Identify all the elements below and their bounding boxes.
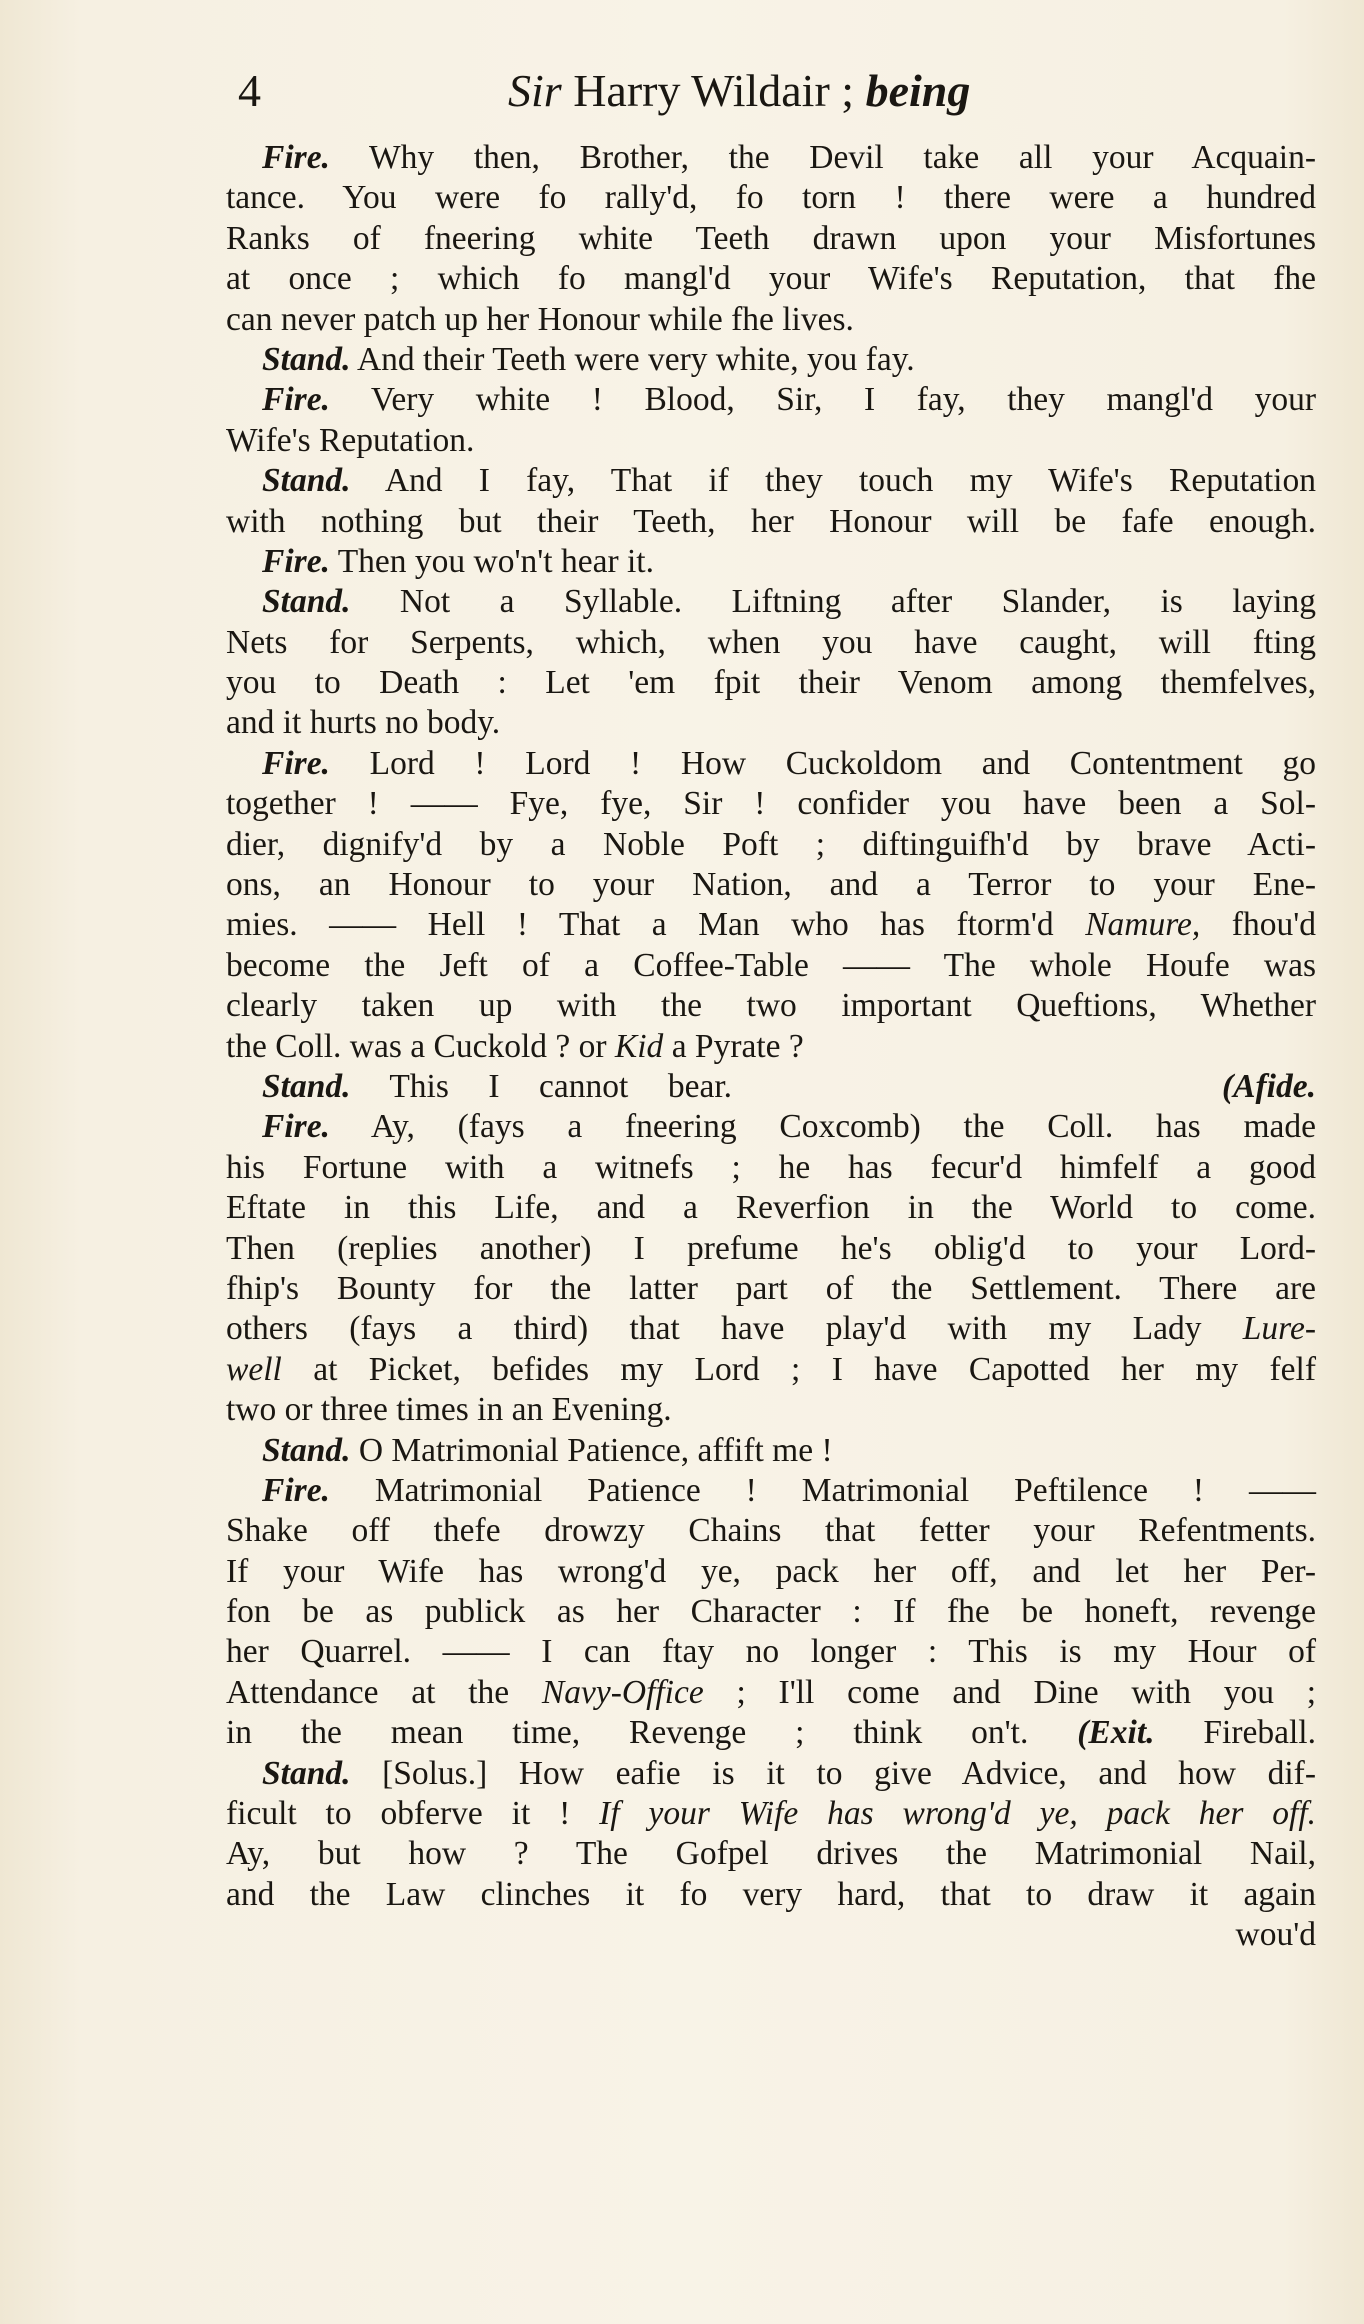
text-line	[226, 1188, 1316, 1228]
italic-text: Namure,	[1085, 906, 1201, 944]
line-text: Not a Syllable. Liftning after Slander, is laying	[350, 583, 1316, 621]
text-line	[226, 259, 1316, 299]
stage-direction: (Exit.	[1077, 1714, 1155, 1752]
text-line	[226, 1350, 1316, 1390]
line-text: Nets for Serpents, which, when you have caught, will fting	[226, 623, 1316, 661]
italic-text: Navy-Office	[541, 1673, 704, 1711]
text-line	[226, 865, 1316, 905]
running-title-main: Harry Wildair ;	[561, 65, 866, 116]
page-number: 4	[238, 65, 261, 116]
speaker-name: Fire.	[262, 139, 330, 176]
speaker-name: Fire.	[262, 542, 330, 580]
line-text: at Picket, befides my Lord ; I have Capotted her my felf	[281, 1350, 1316, 1388]
line-text: in the mean time, Revenge ; think on't.	[226, 1714, 1029, 1752]
line-text: two or three times in an Evening.	[226, 1391, 672, 1429]
play-text	[226, 138, 1316, 1956]
text-line	[226, 1834, 1316, 1874]
speaker-name: Stand.	[262, 583, 351, 621]
line-text: If your Wife has wrong'd ye, pack her off, and let her Per-	[226, 1552, 1316, 1590]
running-title	[508, 56, 970, 126]
line-text: Eftate in this Life, and a Reverfion in the World to come.	[226, 1189, 1316, 1227]
italic-text: Kid	[614, 1027, 664, 1065]
text-line	[226, 1875, 1316, 1915]
line-text: you to Death : Let 'em fpit their Venom among themfelves,	[226, 664, 1316, 702]
line-text: Lord ! Lord ! How Cuckoldom and Contentment go	[329, 744, 1316, 782]
running-title-being: being	[865, 65, 971, 116]
text-line	[226, 1592, 1316, 1632]
text-line	[226, 1754, 1316, 1794]
line-text: ; I'll come and Dine with you ;	[703, 1673, 1316, 1711]
text-line	[226, 1269, 1316, 1309]
text-line	[226, 219, 1316, 259]
speaker-name: Fire.	[262, 1108, 330, 1146]
text-line	[226, 380, 1316, 420]
line-text: Matrimonial Patience ! Matrimonial Peftilence ! ——	[329, 1471, 1316, 1509]
line-text: Shake off thefe drowzy Chains that fetter your Refentments.	[226, 1512, 1316, 1550]
line-text: and the Law clinches it fo very hard, that to draw it again	[226, 1875, 1316, 1913]
italic-text: well	[226, 1350, 282, 1388]
line-text: Ay, (fays a fneering Coxcomb) the Coll. has made	[329, 1108, 1316, 1146]
line-text: O Matrimonial Patience, affift me !	[350, 1431, 833, 1469]
text-line	[226, 1148, 1316, 1188]
text-line	[226, 905, 1316, 945]
line-text: and it hurts no body.	[226, 704, 501, 742]
text-line	[226, 1107, 1316, 1147]
line-text: Then (replies another) I prefume he's oblig'd to your Lord-	[226, 1229, 1316, 1267]
text-line	[226, 623, 1316, 663]
line-text: fon be as publick as her Character : If fhe be honeft, revenge	[226, 1593, 1316, 1631]
line-text: Why then, Brother, the Devil take all your Acquain-	[329, 139, 1316, 176]
line-text: tance. You were fo rally'd, fo torn ! there were a hundred	[226, 179, 1316, 217]
line-text: a Pyrate ?	[663, 1027, 804, 1065]
line-text: fhip's Bounty for the latter part of the Settlement. There are	[226, 1269, 1316, 1307]
speaker-name: Stand.	[262, 462, 351, 500]
text-line	[226, 1794, 1316, 1834]
line-text: Then you wo'n't hear it.	[329, 542, 654, 580]
text-line	[226, 744, 1316, 784]
text-line	[226, 1471, 1316, 1511]
line-text: her Quarrel. —— I can ftay no longer : This is my Hour of	[226, 1633, 1316, 1671]
line-text: fhou'd	[1200, 906, 1316, 944]
text-line	[226, 1552, 1316, 1592]
text-line	[226, 421, 1316, 461]
line-text: together ! —— Fye, fye, Sir ! confider you have been a Sol-	[226, 785, 1316, 823]
stage-direction-name: Fireball.	[1154, 1714, 1316, 1752]
text-line	[226, 946, 1316, 986]
text-line	[226, 703, 1316, 743]
text-line	[226, 1431, 1316, 1471]
text-line	[226, 178, 1316, 218]
italic-text: Lure-	[1242, 1310, 1316, 1348]
line-text: ons, an Honour to your Nation, and a Terror to your Ene-	[226, 866, 1316, 904]
text-line	[226, 1673, 1316, 1713]
text-line	[226, 1713, 1316, 1753]
line-text: with nothing but their Teeth, her Honour will be fafe enough.	[226, 502, 1316, 540]
line-text: mies. —— Hell ! That a Man who has ftorm'd	[226, 906, 1086, 944]
line-text: [Solus.] How eafie is it to give Advice, and how dif-	[350, 1754, 1316, 1792]
catchword: wou'd	[1235, 1916, 1316, 1954]
line-text: And I fay, That if they touch my Wife's Reputation	[350, 462, 1316, 500]
line-text: Attendance at the	[226, 1673, 542, 1711]
text-line	[226, 138, 1316, 178]
running-head	[238, 56, 1118, 126]
text-line	[226, 1067, 1316, 1107]
line-text: This I cannot bear.	[350, 1067, 733, 1105]
text-line	[226, 300, 1316, 340]
line-text: ficult to obferve it !	[226, 1795, 600, 1833]
line-text: Very white ! Blood, Sir, I fay, they mangl'd your	[329, 381, 1316, 419]
line-text: And their Teeth were very white, you fay.	[350, 340, 915, 378]
text-line	[226, 340, 1316, 380]
running-title-sir: Sir	[508, 65, 562, 116]
line-text: Wife's Reputation.	[226, 421, 475, 459]
text-line	[226, 502, 1316, 542]
text-line	[226, 542, 1316, 582]
line-text: Ranks of fneering white Teeth drawn upon your Misfortunes	[226, 219, 1316, 257]
line-text: clearly taken up with the two important Queftions, Whether	[226, 987, 1316, 1025]
line-text: others (fays a third) that have play'd with my Lady	[226, 1310, 1243, 1348]
text-line	[226, 1309, 1316, 1349]
text-line	[226, 1632, 1316, 1672]
speaker-name: Fire.	[262, 381, 330, 419]
line-text: dier, dignify'd by a Noble Poft ; diftinguifh'd by brave Acti-	[226, 825, 1316, 863]
line-text: at once ; which fo mangl'd your Wife's Reputation, that fhe	[226, 260, 1316, 298]
text-line	[226, 461, 1316, 501]
line-text: the Coll. was a Cuckold ? or	[226, 1027, 615, 1065]
text-line	[226, 1511, 1316, 1551]
text-line	[226, 784, 1316, 824]
line-text: his Fortune with a witnefs ; he has fecur'd himfelf a good	[226, 1148, 1316, 1186]
text-line	[226, 1027, 1316, 1067]
text-line	[226, 1390, 1316, 1430]
text-line	[226, 986, 1316, 1026]
speaker-name: Fire.	[262, 744, 330, 782]
text-line	[226, 663, 1316, 703]
speaker-name: Stand.	[262, 1431, 351, 1469]
speaker-name: Stand.	[262, 340, 351, 378]
text-line	[226, 1229, 1316, 1269]
stage-direction: (Afide.	[1222, 1067, 1316, 1105]
text-line	[226, 582, 1316, 622]
line-text: can never patch up her Honour while fhe lives.	[226, 300, 854, 338]
line-text: Ay, but how ? The Gofpel drives the Matrimonial Nail,	[226, 1835, 1316, 1873]
speaker-name: Stand.	[262, 1754, 351, 1792]
speaker-name: Fire.	[262, 1471, 330, 1509]
line-text: become the Jeft of a Coffee-Table —— The whole Houfe was	[226, 946, 1316, 984]
italic-text: If your Wife has wrong'd ye, pack her off.	[599, 1795, 1316, 1833]
text-line	[226, 825, 1316, 865]
speaker-name: Stand.	[262, 1067, 351, 1105]
